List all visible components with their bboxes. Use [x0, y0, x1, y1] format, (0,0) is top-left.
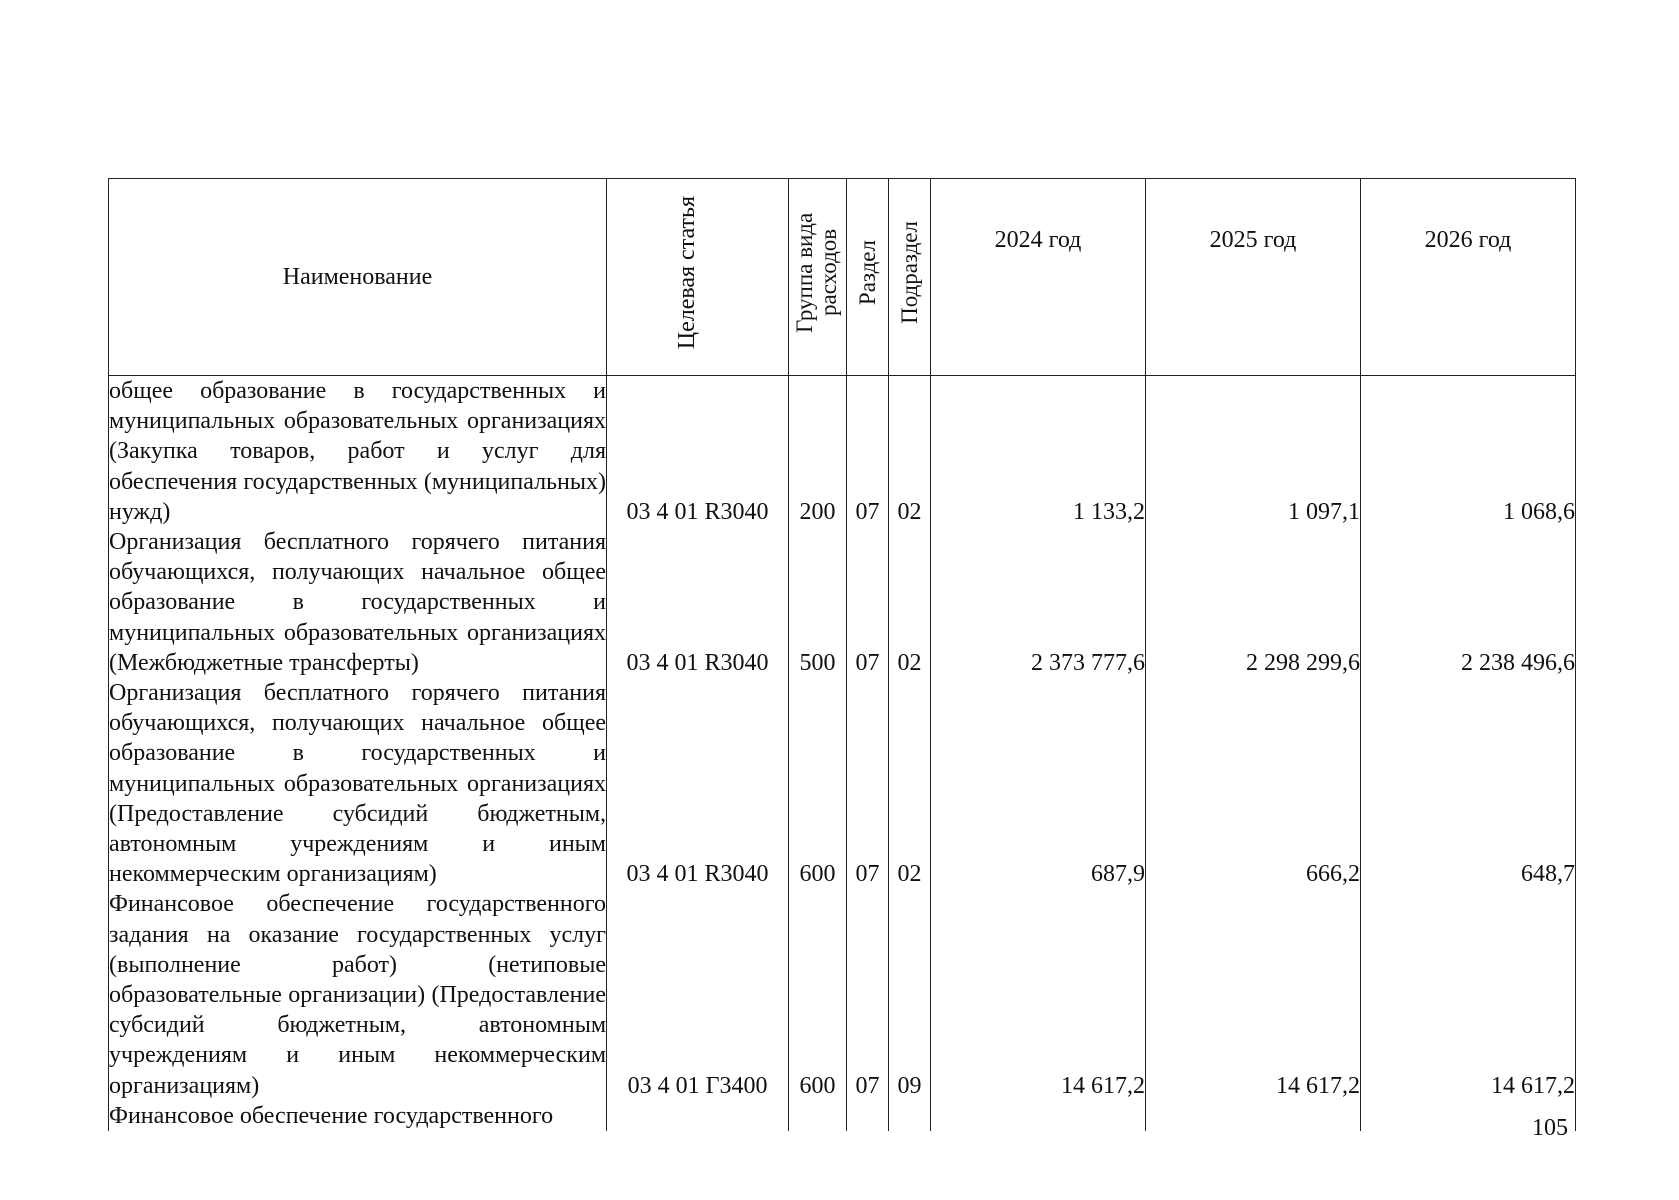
- row-section: 07: [847, 678, 889, 889]
- row-target-article: 03 4 01 R3040: [607, 678, 789, 889]
- row-subsection: [889, 1101, 931, 1131]
- row-expense-group: 600: [789, 678, 847, 889]
- row-target-article: [607, 1101, 789, 1131]
- row-2025: 666,2: [1146, 678, 1361, 889]
- row-section: 07: [847, 527, 889, 678]
- table-row: [109, 527, 1576, 678]
- row-2025: 2 298 299,6: [1146, 527, 1361, 678]
- table-header-row: [109, 179, 1576, 376]
- row-section: 07: [847, 376, 889, 528]
- row-subsection: 02: [889, 678, 931, 889]
- row-name: Организация бесплатного горячего питания обучающихся, получающих начальное общее образование в государственных и муниципальных образовательных организациях (Межбюджетные трансферты): [109, 527, 607, 678]
- header-name: Наименование: [109, 179, 607, 376]
- row-expense-group: 500: [789, 527, 847, 678]
- row-2026: 648,7: [1361, 678, 1576, 889]
- budget-table: [108, 178, 1576, 1131]
- header-target-article: Целевая статья: [607, 179, 789, 376]
- header-year-2025: 2025 год: [1146, 179, 1361, 376]
- row-target-article: 03 4 01 R3040: [607, 376, 789, 528]
- row-section: 07: [847, 889, 889, 1100]
- row-expense-group: 600: [789, 889, 847, 1100]
- header-year-2026: 2026 год: [1361, 179, 1576, 376]
- table-row: [109, 889, 1576, 1100]
- row-name: Организация бесплатного горячего питания обучающихся, получающих начальное общее образование в государственных и муниципальных образовательных организациях (Предоставление субсидий бюджетным, автономным учреждениям и иным некоммерческим организациям): [109, 678, 607, 889]
- page-number: 105: [1532, 1115, 1568, 1141]
- table-row: [109, 678, 1576, 889]
- row-subsection: 09: [889, 889, 931, 1100]
- row-name: общее образование в государственных и муниципальных образовательных организациях (Закупка товаров, работ и услуг для обеспечения государственных (муниципальных) нужд): [109, 376, 607, 528]
- row-subsection: 02: [889, 376, 931, 528]
- row-expense-group: [789, 1101, 847, 1131]
- row-2026: 14 617,2: [1361, 889, 1576, 1100]
- header-subsection: Подраздел: [889, 179, 931, 376]
- row-2026: 1 068,6: [1361, 376, 1576, 528]
- row-name: Финансовое обеспечение государственного: [109, 1101, 607, 1131]
- header-year-2024: 2024 год: [931, 179, 1146, 376]
- row-2024: 1 133,2: [931, 376, 1146, 528]
- row-expense-group: 200: [789, 376, 847, 528]
- header-expense-group: Группа вида расходов: [789, 179, 847, 376]
- row-2025: 14 617,2: [1146, 889, 1361, 1100]
- row-name: Финансовое обеспечение государственного задания на оказание государственных услуг (выполнение работ) (нетиповые образовательные организации) (Предоставление субсидий бюджетным, автономным учреждениям и иным некоммерческим организациям): [109, 889, 607, 1100]
- header-section: Раздел: [847, 179, 889, 376]
- row-2024: 2 373 777,6: [931, 527, 1146, 678]
- row-subsection: 02: [889, 527, 931, 678]
- row-2024: 687,9: [931, 678, 1146, 889]
- row-2024: 14 617,2: [931, 889, 1146, 1100]
- row-2025: [1146, 1101, 1361, 1131]
- row-2025: 1 097,1: [1146, 376, 1361, 528]
- row-2026: 2 238 496,6: [1361, 527, 1576, 678]
- table-row: [109, 376, 1576, 528]
- row-target-article: 03 4 01 Г3400: [607, 889, 789, 1100]
- row-2024: [931, 1101, 1146, 1131]
- row-target-article: 03 4 01 R3040: [607, 527, 789, 678]
- row-section: [847, 1101, 889, 1131]
- table-row: [109, 1101, 1576, 1131]
